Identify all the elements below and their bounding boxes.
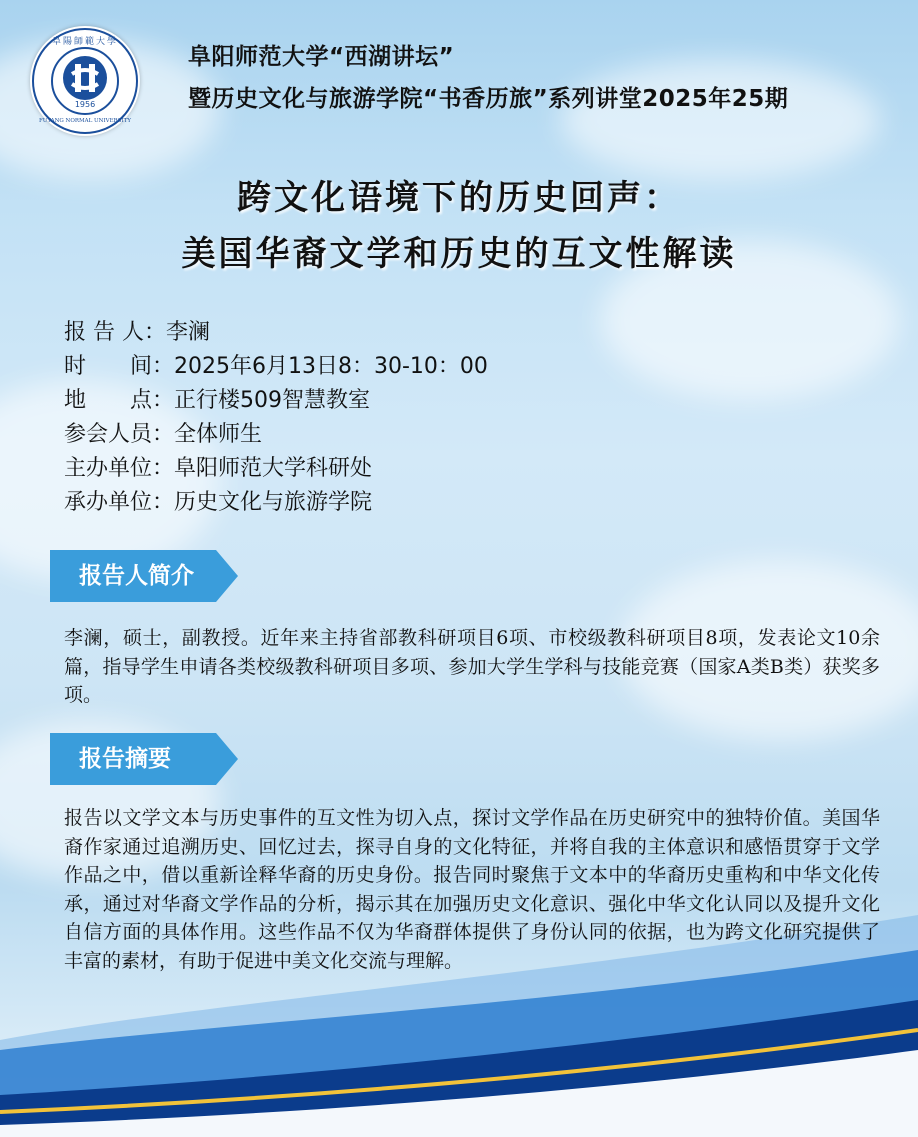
logo-english-name: FUYANG NORMAL UNIVERSITY xyxy=(38,118,132,124)
abstract-section-heading: 报告摘要 xyxy=(79,746,171,772)
info-value: 全体师生 xyxy=(174,422,263,447)
abstract-section-banner xyxy=(50,733,238,785)
speaker-section-heading: 报告人简介 xyxy=(79,563,194,589)
abstract-text: 报告以文学文本与历史事件的互文性为切入点，探讨文学作品在历史研究中的独特价值。美国华裔作家通过追溯历史、回忆过去，探寻自身的文化特征，并将自我的主体意识和感悟贯穿于文学作品之中，借以重新诠释华裔的历史身份。报告同时聚焦于文本中的华裔历史重构和中华文化传承，通过对华裔文学作品的分析，揭示其在加强历史文化意识、强化中华文化认同以及提升文化自信方面的具体作用。这些作品不仅为华裔群体提供了身份认同的依据，也为跨文化研究提供了丰富的素材，有助于促进中美文化交流与理解。 xyxy=(64,807,880,972)
info-row-attendees xyxy=(64,418,488,452)
info-row-host xyxy=(64,452,488,486)
header-line-2: 暨历史文化与旅游学院“书香历旅”系列讲堂2025年25期 xyxy=(188,86,789,112)
info-row-location xyxy=(64,384,488,418)
info-value: 阜阳师范大学科研处 xyxy=(174,456,373,481)
university-logo xyxy=(30,26,140,136)
info-label: 承办单位： xyxy=(64,490,175,515)
speaker-bio-text: 李澜，硕士，副教授。近年来主持省部教科研项目6项、市校级教科研项目8项，发表论文10余篇，指导学生申请各类校级教科研项目多项、参加大学生学科与技能竞赛（国家A类B类）获奖多项。 xyxy=(64,627,880,706)
header-line-1: 阜阳师范大学“西湖讲坛” xyxy=(188,44,455,70)
info-value: 李澜 xyxy=(166,320,211,345)
info-row-speaker xyxy=(64,316,488,350)
info-label: 时 间： xyxy=(64,354,175,379)
info-label: 地 点： xyxy=(64,388,175,413)
event-info xyxy=(64,316,488,520)
logo-chinese-name: 阜陽師範大學 xyxy=(51,37,118,47)
info-row-time xyxy=(64,350,488,384)
info-value: 历史文化与旅游学院 xyxy=(174,490,373,515)
info-label: 主办单位： xyxy=(64,456,175,481)
info-row-organizer xyxy=(64,486,488,520)
title-line-1: 跨文化语境下的历史回声： xyxy=(237,178,681,218)
info-value: 正行楼509智慧教室 xyxy=(174,388,371,413)
info-label: 参会人员： xyxy=(64,422,175,447)
speaker-section-banner xyxy=(50,550,238,602)
info-value: 2025年6月13日8：30-10：00 xyxy=(174,354,488,379)
logo-year: 1956 xyxy=(74,100,96,109)
title-line-2: 美国华裔文学和历史的互文性解读 xyxy=(181,234,737,274)
info-label: 报 告 人： xyxy=(64,320,166,345)
